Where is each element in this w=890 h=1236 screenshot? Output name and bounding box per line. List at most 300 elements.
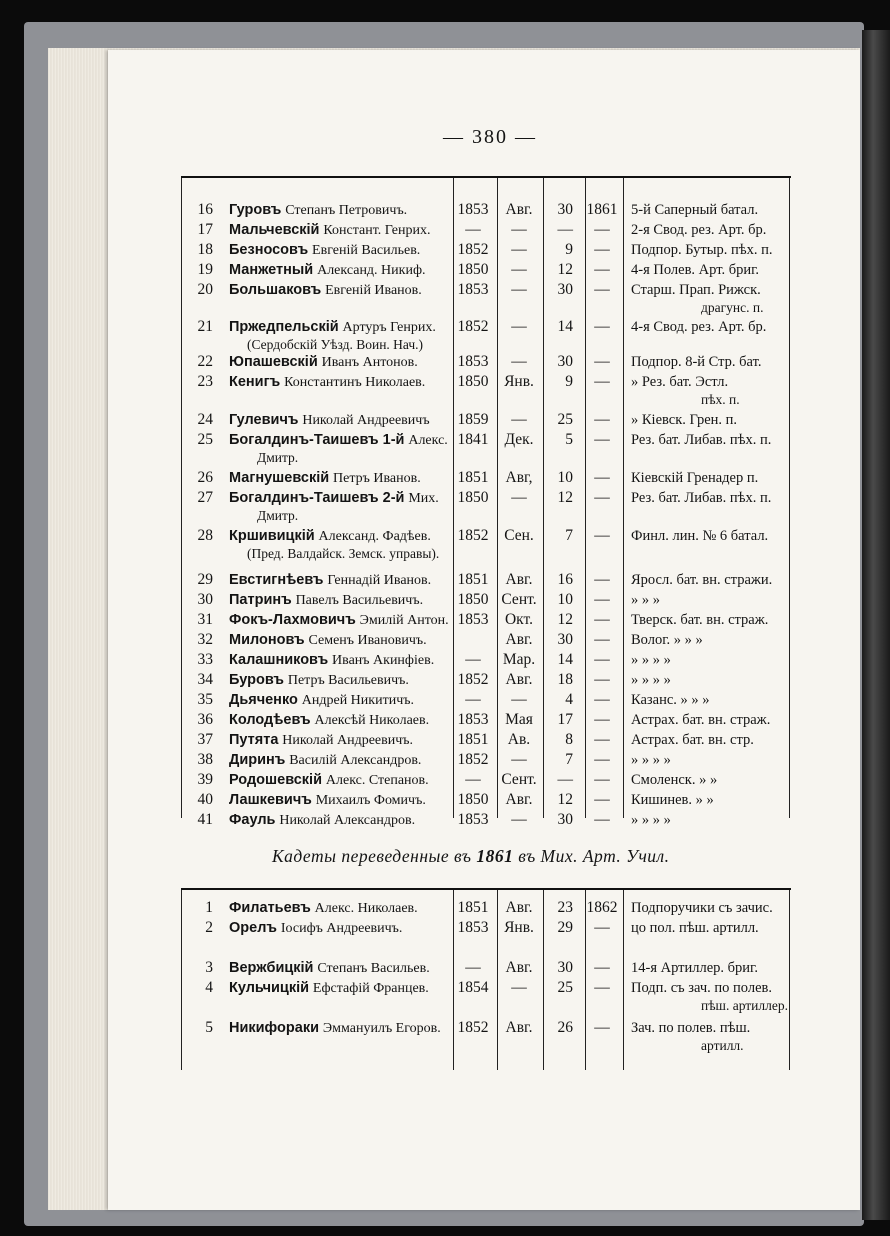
graduation-year: — xyxy=(594,373,610,390)
row-number: 30 xyxy=(197,591,213,608)
graduation-year: — xyxy=(594,919,610,936)
given-names: Иванъ Антонов. xyxy=(321,355,418,370)
row-number: 26 xyxy=(197,469,213,486)
birth-day: 14 xyxy=(557,318,573,335)
table-row xyxy=(181,710,791,730)
row-number: 40 xyxy=(197,791,213,808)
placement: Волог. » » » xyxy=(631,632,703,648)
birth-month: — xyxy=(511,318,527,335)
section-heading-part2: въ Мих. Арт. Учил. xyxy=(518,846,670,866)
birth-day: 12 xyxy=(557,791,573,808)
birth-year: 1852 xyxy=(457,527,489,544)
birth-year: 1852 xyxy=(457,318,489,335)
person-name xyxy=(229,590,423,611)
surname: Патринъ xyxy=(229,592,292,608)
birth-month: Янв. xyxy=(504,919,534,936)
person-name xyxy=(229,770,429,791)
placement: цо пол. пѣш. артилл. xyxy=(631,920,759,936)
row-number: 32 xyxy=(197,631,213,648)
given-names: Алекс. Степанов. xyxy=(325,773,429,788)
row-number: 22 xyxy=(197,353,213,370)
birth-day: 7 xyxy=(565,751,573,768)
birth-day: 10 xyxy=(557,591,573,608)
given-names: Алекс. Николаев. xyxy=(314,901,418,916)
birth-month: Авг. xyxy=(505,671,533,688)
given-names: Михаилъ Фомичъ. xyxy=(315,793,426,808)
person-name xyxy=(229,372,425,393)
person-name xyxy=(229,570,431,591)
row-number: 33 xyxy=(197,651,213,668)
given-names: Петръ Васильевичъ. xyxy=(287,673,409,688)
table-row xyxy=(181,468,791,488)
birth-day: 30 xyxy=(557,959,573,976)
graduation-year: — xyxy=(594,631,610,648)
birth-day: 30 xyxy=(557,281,573,298)
given-names: Мих. xyxy=(408,491,439,506)
graduation-year: — xyxy=(594,959,610,976)
person-name xyxy=(229,1018,441,1039)
row-number: 16 xyxy=(197,201,213,218)
given-names: Константинъ Николаев. xyxy=(284,375,426,390)
table-row xyxy=(181,898,791,918)
birth-month: — xyxy=(511,811,527,828)
placement: 4-я Свод. рез. Арт. бр. xyxy=(631,319,767,335)
name-note: (Пред. Валдайск. Земск. управы). xyxy=(247,546,440,561)
birth-year: 1853 xyxy=(457,919,489,936)
graduation-year: — xyxy=(594,791,610,808)
row-number: 17 xyxy=(197,221,213,238)
row-number: 35 xyxy=(197,691,213,708)
graduation-year: — xyxy=(594,221,610,238)
placement: Подп. съ зач. по полев. xyxy=(631,980,772,996)
given-names: Эмилій Антон. xyxy=(359,613,449,628)
row-number: 4 xyxy=(205,979,213,996)
surname: Большаковъ xyxy=(229,282,322,298)
placement: 4-я Полев. Арт. бриг. xyxy=(631,262,760,278)
table-row xyxy=(181,372,791,392)
placement: » Кіевск. Грен. п. xyxy=(631,412,738,428)
surname: Кульчицкій xyxy=(229,980,310,996)
birth-month: Сент. xyxy=(501,771,537,788)
graduation-year: — xyxy=(594,671,610,688)
birth-month: — xyxy=(511,691,527,708)
placement: » » » » xyxy=(631,652,671,668)
birth-day: 30 xyxy=(557,811,573,828)
row-number: 20 xyxy=(197,281,213,298)
graduation-year: — xyxy=(594,281,610,298)
given-names: Алекс. xyxy=(408,433,448,448)
given-names: Василій Александров. xyxy=(289,753,422,768)
birth-month: Янв. xyxy=(504,373,534,390)
surname: Лашкевичъ xyxy=(229,792,312,808)
surname: Пржедпельскій xyxy=(229,319,339,335)
graduation-year: — xyxy=(594,318,610,335)
surname: Манжетный xyxy=(229,262,314,278)
row-number: 19 xyxy=(197,261,213,278)
surname: Дьяченко xyxy=(229,692,298,708)
surname: Орелъ xyxy=(229,920,277,936)
birth-year: 1850 xyxy=(457,261,489,278)
table-row xyxy=(181,590,791,610)
birth-month: — xyxy=(511,489,527,506)
given-names: Констант. Генрих. xyxy=(323,223,431,238)
placement: Финл. лин. № 6 батал. xyxy=(631,528,769,544)
given-names: Семенъ Ивановичъ. xyxy=(308,633,427,648)
birth-day: — xyxy=(557,771,573,788)
birth-day: — xyxy=(557,221,573,238)
table-row xyxy=(181,750,791,770)
person-name xyxy=(229,317,436,338)
table-row xyxy=(181,220,791,240)
birth-day: 5 xyxy=(565,431,573,448)
birth-month: — xyxy=(511,751,527,768)
table-row xyxy=(181,730,791,750)
placement: Тверск. бат. вн. страж. xyxy=(631,612,769,628)
placement: Астрах. бат. вн. страж. xyxy=(631,712,771,728)
birth-day: 14 xyxy=(557,651,573,668)
birth-month: Авг. xyxy=(505,791,533,808)
birth-month: Авг. xyxy=(505,631,533,648)
birth-year: 1852 xyxy=(457,1019,489,1036)
birth-month: Ав. xyxy=(507,731,531,748)
surname: Колодѣевъ xyxy=(229,712,311,728)
birth-day: 4 xyxy=(565,691,573,708)
person-name xyxy=(229,710,429,731)
placement: 5-й Саперный батал. xyxy=(631,202,759,218)
row-number: 28 xyxy=(197,527,213,544)
person-name xyxy=(229,200,407,221)
birth-year: — xyxy=(465,959,481,976)
person-name xyxy=(229,352,418,373)
graduation-year: 1861 xyxy=(586,201,618,218)
graduation-year: — xyxy=(594,489,610,506)
placement: Смоленск. » » xyxy=(631,772,718,788)
graduation-year: — xyxy=(594,241,610,258)
table-row xyxy=(181,650,791,670)
surname: Мальчевскій xyxy=(229,222,320,238)
surname: Юпашевскій xyxy=(229,354,318,370)
given-names: Евгеній Васильев. xyxy=(312,243,421,258)
given-names: Николай Андреевичъ xyxy=(302,413,430,428)
row-number: 38 xyxy=(197,751,213,768)
birth-year: 1851 xyxy=(457,469,489,486)
person-name xyxy=(229,730,413,751)
person-name xyxy=(229,690,414,711)
person-name xyxy=(229,410,430,431)
table-row xyxy=(181,690,791,710)
table-row xyxy=(181,918,791,938)
birth-month: — xyxy=(511,261,527,278)
surname: Богалдинъ-Таишевъ 1-й xyxy=(229,432,405,448)
birth-year: 1853 xyxy=(457,353,489,370)
given-names: Артуръ Генрих. xyxy=(342,320,436,335)
surname: Фауль xyxy=(229,812,276,828)
placement: Казанс. » » » xyxy=(631,692,710,708)
person-name xyxy=(229,430,448,451)
graduation-year: — xyxy=(594,751,610,768)
placement-continued: драгунс. п. xyxy=(701,300,764,315)
given-names: Степанъ Петровичъ. xyxy=(285,203,408,218)
birth-year: 1851 xyxy=(457,731,489,748)
birth-year: 1853 xyxy=(457,201,489,218)
birth-day: 26 xyxy=(557,1019,573,1036)
placement: Старш. Прап. Рижск. xyxy=(631,282,761,298)
row-number: 36 xyxy=(197,711,213,728)
person-name xyxy=(229,958,430,979)
person-name xyxy=(229,610,449,631)
given-names: Александ. Никиф. xyxy=(317,263,426,278)
birth-day: 10 xyxy=(557,469,573,486)
birth-month: — xyxy=(511,411,527,428)
birth-month: Мая xyxy=(505,711,533,728)
table-row xyxy=(181,570,791,590)
graduation-year: — xyxy=(594,469,610,486)
row-number: 23 xyxy=(197,373,213,390)
placement: Подпор. Бутыр. пѣх. п. xyxy=(631,242,773,258)
table-row xyxy=(181,1018,791,1038)
surname: Калашниковъ xyxy=(229,652,329,668)
placement: » » » » xyxy=(631,672,671,688)
given-names: Ефстафій Францев. xyxy=(312,981,429,996)
birth-year: 1851 xyxy=(457,899,489,916)
birth-month: — xyxy=(511,353,527,370)
surname: Вержбицкій xyxy=(229,960,314,976)
birth-year: — xyxy=(465,691,481,708)
birth-month: Авг. xyxy=(505,959,533,976)
placement: Зач. по полев. пѣш. xyxy=(631,1020,751,1036)
surname: Диринъ xyxy=(229,752,286,768)
row-number: 37 xyxy=(197,731,213,748)
graduation-year: — xyxy=(594,411,610,428)
graduation-year: — xyxy=(594,811,610,828)
placement: Подпор. 8-й Стр. бат. xyxy=(631,354,762,370)
name-note: Дмитр. xyxy=(257,450,299,465)
surname: Гулевичъ xyxy=(229,412,299,428)
person-name xyxy=(229,810,415,831)
placement: 2-я Свод. рез. Арт. бр. xyxy=(631,222,767,238)
birth-month: — xyxy=(511,281,527,298)
given-names: Андрей Никитичъ. xyxy=(301,693,414,708)
name-note: Дмитр. xyxy=(257,508,299,523)
birth-day: 17 xyxy=(557,711,573,728)
table-row xyxy=(181,240,791,260)
surname: Никифораки xyxy=(229,1020,320,1036)
person-name xyxy=(229,220,431,241)
person-name xyxy=(229,790,426,811)
given-names: Геннадій Иванов. xyxy=(327,573,432,588)
birth-day: 30 xyxy=(557,201,573,218)
birth-day: 8 xyxy=(565,731,573,748)
graduation-year: — xyxy=(594,261,610,278)
graduation-year: — xyxy=(594,571,610,588)
person-name xyxy=(229,468,421,489)
cadets-table xyxy=(181,888,791,1070)
birth-day: 12 xyxy=(557,611,573,628)
birth-day: 7 xyxy=(565,527,573,544)
person-name xyxy=(229,488,439,509)
table-row xyxy=(181,978,791,998)
surname: Фокъ-Лахмовичъ xyxy=(229,612,356,628)
birth-month: Авг. xyxy=(505,1019,533,1036)
birth-year: — xyxy=(465,221,481,238)
surname: Богалдинъ-Таишевъ 2-й xyxy=(229,490,405,506)
placement-continued: пѣх. п. xyxy=(701,392,740,407)
table-row xyxy=(181,200,791,220)
graduation-year: — xyxy=(594,771,610,788)
table-row xyxy=(181,280,791,300)
person-name xyxy=(229,670,409,691)
table-row xyxy=(181,526,791,546)
graduation-year: — xyxy=(594,979,610,996)
birth-month: Сен. xyxy=(504,527,534,544)
birth-day: 29 xyxy=(557,919,573,936)
book-spine-edge xyxy=(862,30,890,1220)
table-row xyxy=(181,610,791,630)
person-name xyxy=(229,280,422,301)
section-heading-part1: Кадеты переведенные въ xyxy=(272,846,472,866)
surname: Магнушевскій xyxy=(229,470,330,486)
placement: » Рез. бат. Эстл. xyxy=(631,374,729,390)
birth-year: 1850 xyxy=(457,791,489,808)
person-name xyxy=(229,650,434,671)
officers-table xyxy=(181,176,791,828)
row-number: 29 xyxy=(197,571,213,588)
birth-year: 1854 xyxy=(457,979,489,996)
graduation-year: — xyxy=(594,611,610,628)
placement: Рез. бат. Либав. пѣх. п. xyxy=(631,490,772,506)
birth-day: 12 xyxy=(557,261,573,278)
birth-year: 1853 xyxy=(457,611,489,628)
given-names: Евгеній Иванов. xyxy=(325,283,422,298)
birth-month: Сент. xyxy=(501,591,537,608)
birth-day: 25 xyxy=(557,979,573,996)
graduation-year: 1862 xyxy=(586,899,618,916)
birth-year: 1852 xyxy=(457,241,489,258)
birth-day: 25 xyxy=(557,411,573,428)
row-number: 31 xyxy=(197,611,213,628)
row-number: 3 xyxy=(205,959,213,976)
given-names: Николай Александров. xyxy=(279,813,416,828)
birth-day: 16 xyxy=(557,571,573,588)
given-names: Александ. Фадѣев. xyxy=(318,529,431,544)
placement: Кишинев. » » xyxy=(631,792,714,808)
birth-day: 9 xyxy=(565,373,573,390)
birth-day: 9 xyxy=(565,241,573,258)
birth-year: 1859 xyxy=(457,411,489,428)
graduation-year: — xyxy=(594,431,610,448)
row-number: 34 xyxy=(197,671,213,688)
graduation-year: — xyxy=(594,731,610,748)
birth-year: — xyxy=(465,771,481,788)
given-names: Алексѣй Николаев. xyxy=(314,713,430,728)
birth-year: — xyxy=(465,651,481,668)
person-name xyxy=(229,918,402,939)
birth-month: — xyxy=(511,241,527,258)
row-number: 25 xyxy=(197,431,213,448)
placement: » » » xyxy=(631,592,660,608)
graduation-year: — xyxy=(594,711,610,728)
row-number: 24 xyxy=(197,411,213,428)
person-name xyxy=(229,260,426,281)
birth-day: 30 xyxy=(557,631,573,648)
table-row xyxy=(181,770,791,790)
table-row xyxy=(181,352,791,372)
birth-year: 1853 xyxy=(457,711,489,728)
given-names: Іосифъ Андреевичъ. xyxy=(280,921,403,936)
birth-year: 1852 xyxy=(457,751,489,768)
row-number: 21 xyxy=(197,318,213,335)
surname: Безносовъ xyxy=(229,242,309,258)
given-names: Николай Андреевичъ. xyxy=(282,733,414,748)
given-names: Петръ Иванов. xyxy=(333,471,421,486)
graduation-year: — xyxy=(594,591,610,608)
graduation-year: — xyxy=(594,527,610,544)
table-row xyxy=(181,410,791,430)
placement: 14-я Артиллер. бриг. xyxy=(631,960,758,976)
birth-month: Мар. xyxy=(502,651,536,668)
page-number: — 380 — xyxy=(443,126,537,148)
surname: Кршивицкій xyxy=(229,528,315,544)
person-name xyxy=(229,526,431,547)
birth-month: Авг. xyxy=(505,899,533,916)
row-number: 41 xyxy=(197,811,213,828)
surname: Милоновъ xyxy=(229,632,305,648)
graduation-year: — xyxy=(594,353,610,370)
row-number: 39 xyxy=(197,771,213,788)
surname: Путята xyxy=(229,732,279,748)
placement: Астрах. бат. вн. стр. xyxy=(631,732,754,748)
birth-month: Авг. xyxy=(505,571,533,588)
placement: » » » » xyxy=(631,752,671,768)
placement: Подпоручики съ зачис. xyxy=(631,900,773,916)
table-row xyxy=(181,488,791,508)
row-number: 1 xyxy=(205,899,213,916)
birth-year: 1850 xyxy=(457,591,489,608)
graduation-year: — xyxy=(594,1019,610,1036)
table-row xyxy=(181,790,791,810)
birth-year: 1851 xyxy=(457,571,489,588)
placement: Яросл. бат. вн. стражи. xyxy=(631,572,773,588)
name-note: (Сердобскій Уѣзд. Воин. Нач.) xyxy=(247,337,424,352)
person-name xyxy=(229,240,420,261)
person-name xyxy=(229,898,418,919)
table-row xyxy=(181,430,791,450)
birth-month: Авг. xyxy=(505,201,533,218)
birth-year: 1853 xyxy=(457,811,489,828)
placement-continued: пѣш. артиллер. xyxy=(701,998,788,1013)
placement-continued: артилл. xyxy=(701,1038,744,1053)
table-row xyxy=(181,958,791,978)
birth-month: Окт. xyxy=(504,611,533,628)
graduation-year: — xyxy=(594,691,610,708)
surname: Родошевскій xyxy=(229,772,323,788)
table-row xyxy=(181,810,791,830)
section-heading xyxy=(272,846,670,867)
birth-day: 23 xyxy=(557,899,573,916)
table-row xyxy=(181,630,791,650)
birth-day: 18 xyxy=(557,671,573,688)
person-name xyxy=(229,630,427,651)
given-names: Эммануилъ Егоров. xyxy=(322,1021,441,1036)
person-name xyxy=(229,750,421,771)
table-row xyxy=(181,670,791,690)
person-name xyxy=(229,978,429,999)
birth-month: Дек. xyxy=(504,431,534,448)
placement: Рез. бат. Либав. пѣх. п. xyxy=(631,432,772,448)
birth-year: 1853 xyxy=(457,281,489,298)
given-names: Иванъ Акинфіев. xyxy=(332,653,435,668)
row-number: 18 xyxy=(197,241,213,258)
